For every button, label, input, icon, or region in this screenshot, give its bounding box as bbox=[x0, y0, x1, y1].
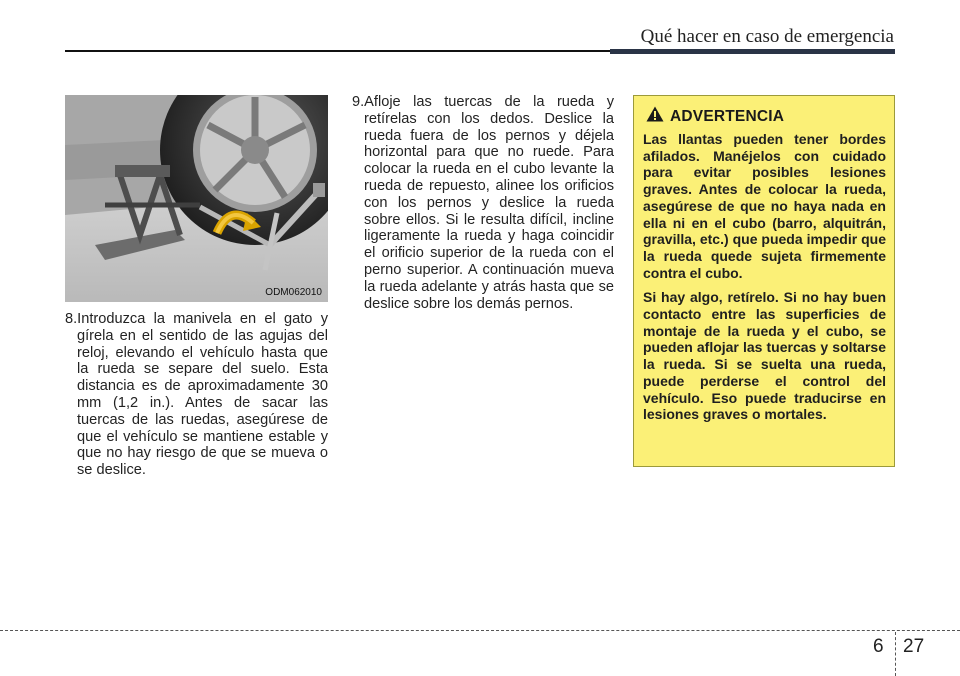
page-header-title: Qué hacer en caso de emergencia bbox=[640, 26, 894, 47]
jack-illustration bbox=[65, 95, 328, 302]
header-rule bbox=[65, 50, 895, 52]
step-text: Introduzca la manivela en el gato y gírela en el sentido de las agujas del reloj, elevando el vehículo hasta que la rueda se separe del suelo. Esta distancia es de aproximadamente 30 mm (1,2 in.). Antes de sacar las tuercas de las ruedas, asegúrese de que el vehículo se mantiene estable y que no hay riesgo de que se mueva o se deslice. bbox=[77, 311, 328, 479]
warning-paragraph: Si hay algo, retírelo. Si no hay buen contacto entre las superficies de montaje de la rueda y el cubo, se pueden aflojar las tuercas y soltarse la rueda. Si se suelta una rueda, puede perderse el control del vehículo. Eso puede traducirse en lesiones graves o mortales. bbox=[643, 289, 886, 423]
warning-paragraph: Las llantas pueden tener bordes afilados. Manéjelos con cuidado para evitar posibles lesiones graves. Antes de colocar la rueda, asegúrese de que no haya nada en ella ni en el cubo (barro, alquitrán, gravilla, etc.) que pueda impedir que la rueda quede sujeta firmemente contra el cubo. bbox=[643, 131, 886, 281]
page-number: 27 bbox=[903, 636, 925, 657]
warning-header bbox=[646, 106, 886, 127]
warning-title: ADVERTENCIA bbox=[670, 107, 785, 125]
footer-divider bbox=[895, 632, 896, 676]
warning-box bbox=[633, 95, 895, 467]
figure-code: ODM062010 bbox=[265, 287, 322, 298]
step-number: 9. bbox=[352, 94, 365, 110]
step-number: 8. bbox=[65, 311, 78, 327]
jack-illustration-svg bbox=[65, 95, 328, 302]
warning-triangle-icon bbox=[646, 106, 664, 127]
footer-rule bbox=[0, 630, 960, 631]
step-text: Afloje las tuercas de la rueda y retírelas con los dedos. Deslice la rueda fuera de los pernos y déjela horizontal para que no ruede. Para colocar la rueda en el cubo levante la rueda de repuesto, alinee los orificios con los pernos y deslice la rueda sobre ellos. Si le resulta difícil, incline ligeramente la rueda y haga coincidir el orificio superior de la rueda con el perno superior. A continuación mueva la rueda adelante y atrás hasta que se deslice sobre los demás pernos. bbox=[364, 94, 614, 312]
step-8 bbox=[65, 311, 328, 479]
section-number: 6 bbox=[873, 636, 884, 657]
step-9 bbox=[352, 94, 614, 312]
